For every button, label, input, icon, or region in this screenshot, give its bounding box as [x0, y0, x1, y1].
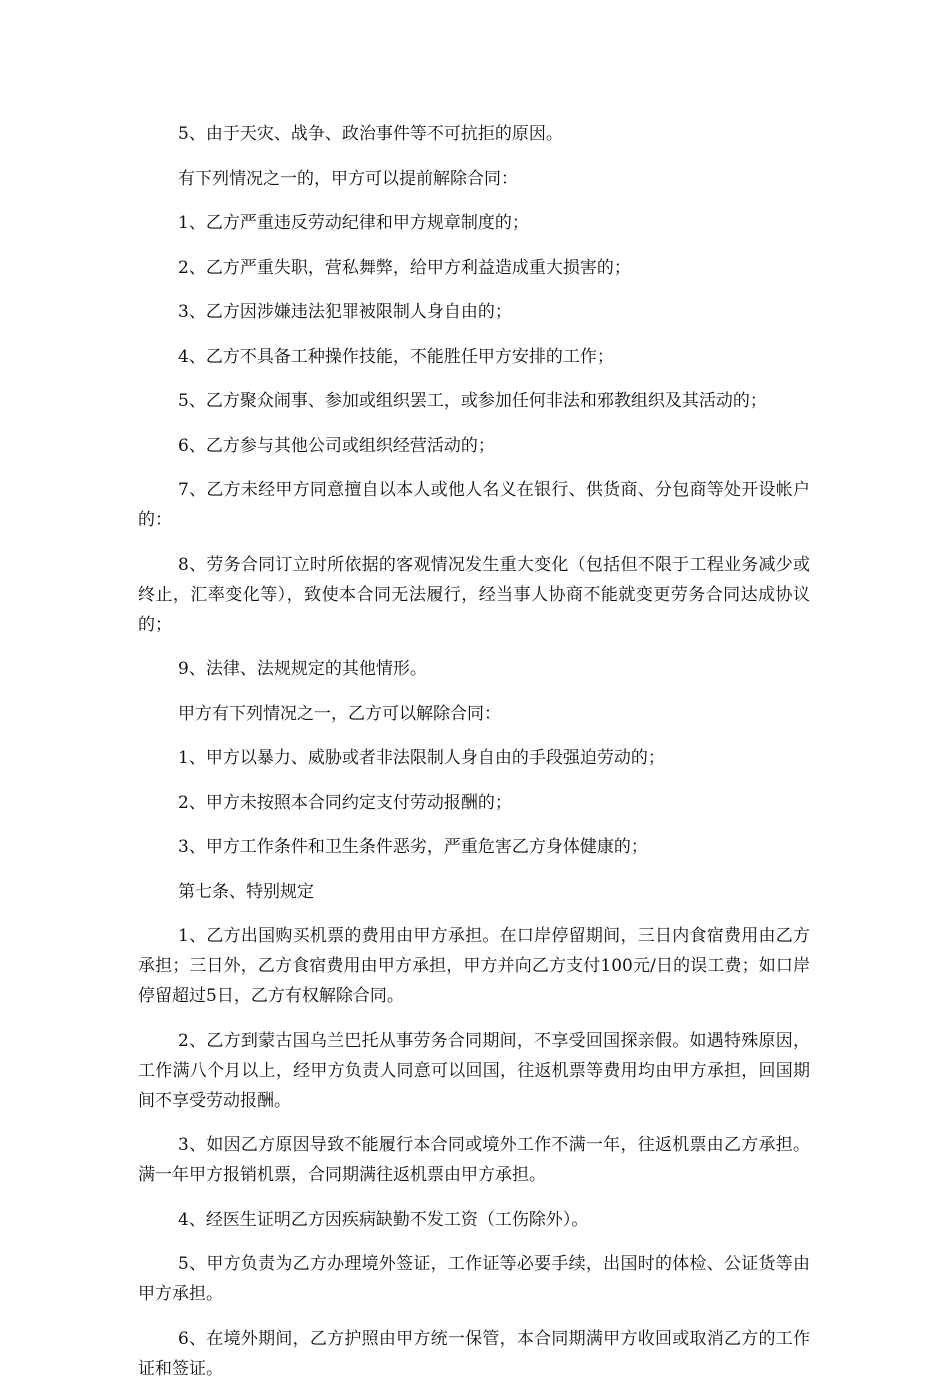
paragraph-party-a-clause-6: 6、乙方参与其他公司或组织经营活动的；: [178, 435, 495, 456]
document-body: [138, 119, 810, 1398]
paragraph-party-a-clause-5: 5、乙方聚众闹事、参加或组织罢工，或参加任何非法和邪教组织及其活动的；: [178, 391, 767, 411]
paragraph-party-b-clause-3: 3、甲方工作条件和卫生条件恶劣，严重危害乙方身体健康的；: [178, 837, 648, 857]
paragraph-party-a-clause-9: 9、法律、法规规定的其他情形。: [178, 659, 427, 679]
paragraph-termination-reason-5: 5、由于天灾、战争、政治事件等不可抗拒的原因。: [178, 124, 563, 144]
paragraph-party-b-termination-heading: 甲方有下列情况之一，乙方可以解除合同：: [178, 703, 501, 724]
paragraph-party-a-clause-7: 7、乙方未经甲方同意擅自以本人或他人名义在银行、供货商、分包商等处开设帐户的：: [138, 480, 810, 530]
paragraph-special-clause-4: 4、经医生证明乙方因疾病缺勤不发工资（工伤除外）。: [178, 1209, 589, 1230]
paragraph-special-clause-2: 2、乙方到蒙古国乌兰巴托从事劳务合同期间，不享受回国探亲假。如遇特殊原因，工作满八个月以上，经甲方负责人同意可以回国，往返机票等费用均由甲方承担，回国期间不享受劳动报酬。: [138, 1030, 810, 1111]
section-heading-article-7: 第七条、特别规定: [178, 881, 314, 902]
paragraph-party-a-clause-3: 3、乙方因涉嫌违法犯罪被限制人身自由的；: [178, 302, 512, 322]
paragraph-party-a-clause-2: 2、乙方严重失职，营私舞弊，给甲方利益造成重大损害的；: [178, 257, 631, 278]
paragraph-special-clause-1: 1、乙方出国购买机票的费用由甲方承担。在口岸停留期间，三日内食宿费用由乙方承担；三日外，乙方食宿费用由甲方承担，甲方并向乙方支付100元/日的误工费；如口岸停留超过5日，乙方有权解除合同。: [138, 926, 810, 1006]
paragraph-party-b-clause-1: 1、甲方以暴力、威胁或者非法限制人身自由的手段强迫劳动的；: [178, 748, 665, 768]
paragraph-party-a-termination-heading: 有下列情况之一的，甲方可以提前解除合同：: [178, 168, 518, 189]
paragraph-party-a-clause-8: 8、劳务合同订立时所依据的客观情况发生重大变化（包括但不限于工程业务减少或终止，汇率变化等），致使本合同无法履行，经当事人协商不能就变更劳务合同达成协议的；: [138, 554, 810, 635]
paragraph-party-a-clause-1: 1、乙方严重违反劳动纪律和甲方规章制度的；: [178, 213, 529, 233]
paragraph-special-clause-6: 6、在境外期间，乙方护照由甲方统一保管，本合同期满甲方收回或取消乙方的工作证和签证。: [138, 1328, 810, 1379]
paragraph-special-clause-3: 3、如因乙方原因导致不能履行本合同或境外工作不满一年，往返机票由乙方承担。满一年甲方报销机票，合同期满往返机票由甲方承担。: [138, 1135, 810, 1185]
paragraph-special-clause-5: 5、甲方负责为乙方办理境外签证，工作证等必要手续，出国时的体检、公证货等由甲方承担。: [138, 1254, 810, 1304]
paragraph-party-b-clause-2: 2、甲方未按照本合同约定支付劳动报酬的；: [178, 792, 512, 813]
paragraph-party-a-clause-4: 4、乙方不具备工种操作技能，不能胜任甲方安排的工作；: [178, 346, 614, 367]
